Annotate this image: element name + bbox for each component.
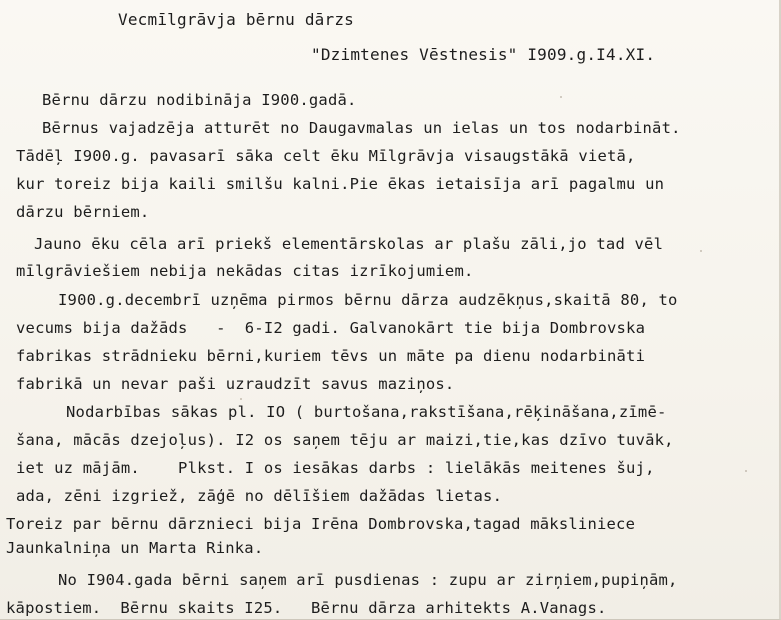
text-line: šana, mācās dzejoļus). I2 os saņem tēju ar maizi,tie,kas dzīvo tuvāk,	[16, 431, 674, 449]
paper-speck	[700, 250, 702, 252]
text-line: Toreiz par bērnu dārznieci bija Irēna Dombrovska,tagad māksliniece	[6, 515, 636, 533]
text-line: Jauno ēku cēla arī priekš elementārskolas ar plašu zāli,jo tad vēl	[34, 235, 664, 253]
text-line: fabrikas strādnieku bērni,kuriem tēvs un māte pa dienu nodarbināti	[16, 347, 646, 365]
text-line: Bērnu dārzu nodibināja I900.gadā.	[42, 91, 357, 109]
text-line: No I904.gada bērni saņem arī pusdienas : zupu ar zirņiem,pupiņām,	[58, 571, 678, 589]
text-line: Jaunkalniņa un Marta Rinka.	[6, 539, 264, 557]
text-line: Bērnus vajadzēja atturēt no Daugavmalas un ielas un tos nodarbināt.	[42, 119, 681, 137]
text-line: Tādēļ I900.g. pavasarī sāka celt ēku Mīlgrāvja visaugstākā vietā,	[16, 147, 636, 165]
text-line: kur toreiz bija kaili smilšu kalni.Pie ēkas ietaisīja arī pagalmu un	[16, 175, 665, 193]
text-line: Nodarbības sākas pl. IO ( burtošana,rakstīšana,rēķināšana,zīmē-	[66, 403, 667, 421]
text-line: kāpostiem. Bērnu skaits I25. Bērnu dārza arhitekts A.Vanags.	[6, 599, 607, 617]
paper-speck	[240, 398, 242, 400]
text-line: ada, zēni izgriež, zāģē no dēlīšiem dažādas lietas.	[16, 487, 503, 505]
text-line: fabrikā un nevar paši uzraudzīt savus maziņos.	[16, 375, 455, 393]
text-line: mīlgrāviešiem nebija nekādas citas izrīkojumiem.	[16, 262, 474, 280]
text-line: dārzu bērniem.	[16, 203, 150, 221]
text-line: iet uz mājām. Plkst. I os iesākas darbs : lielākās meitenes šuj,	[16, 459, 655, 477]
document-title: Vecmīlgrāvja bērnu dārzs	[118, 10, 354, 29]
paper-speck	[560, 96, 562, 98]
paper-speck	[745, 470, 747, 472]
text-line: vecums bija dažāds - 6-I2 gadi. Galvanokārt tie bija Dombrovska	[16, 319, 646, 337]
text-line: I900.g.decembrī uzņēma pirmos bērnu dārza audzēkņus,skaitā 80, to	[58, 291, 678, 309]
document-source: "Dzimtenes Vēstnesis" I909.g.I4.XI.	[311, 45, 656, 64]
